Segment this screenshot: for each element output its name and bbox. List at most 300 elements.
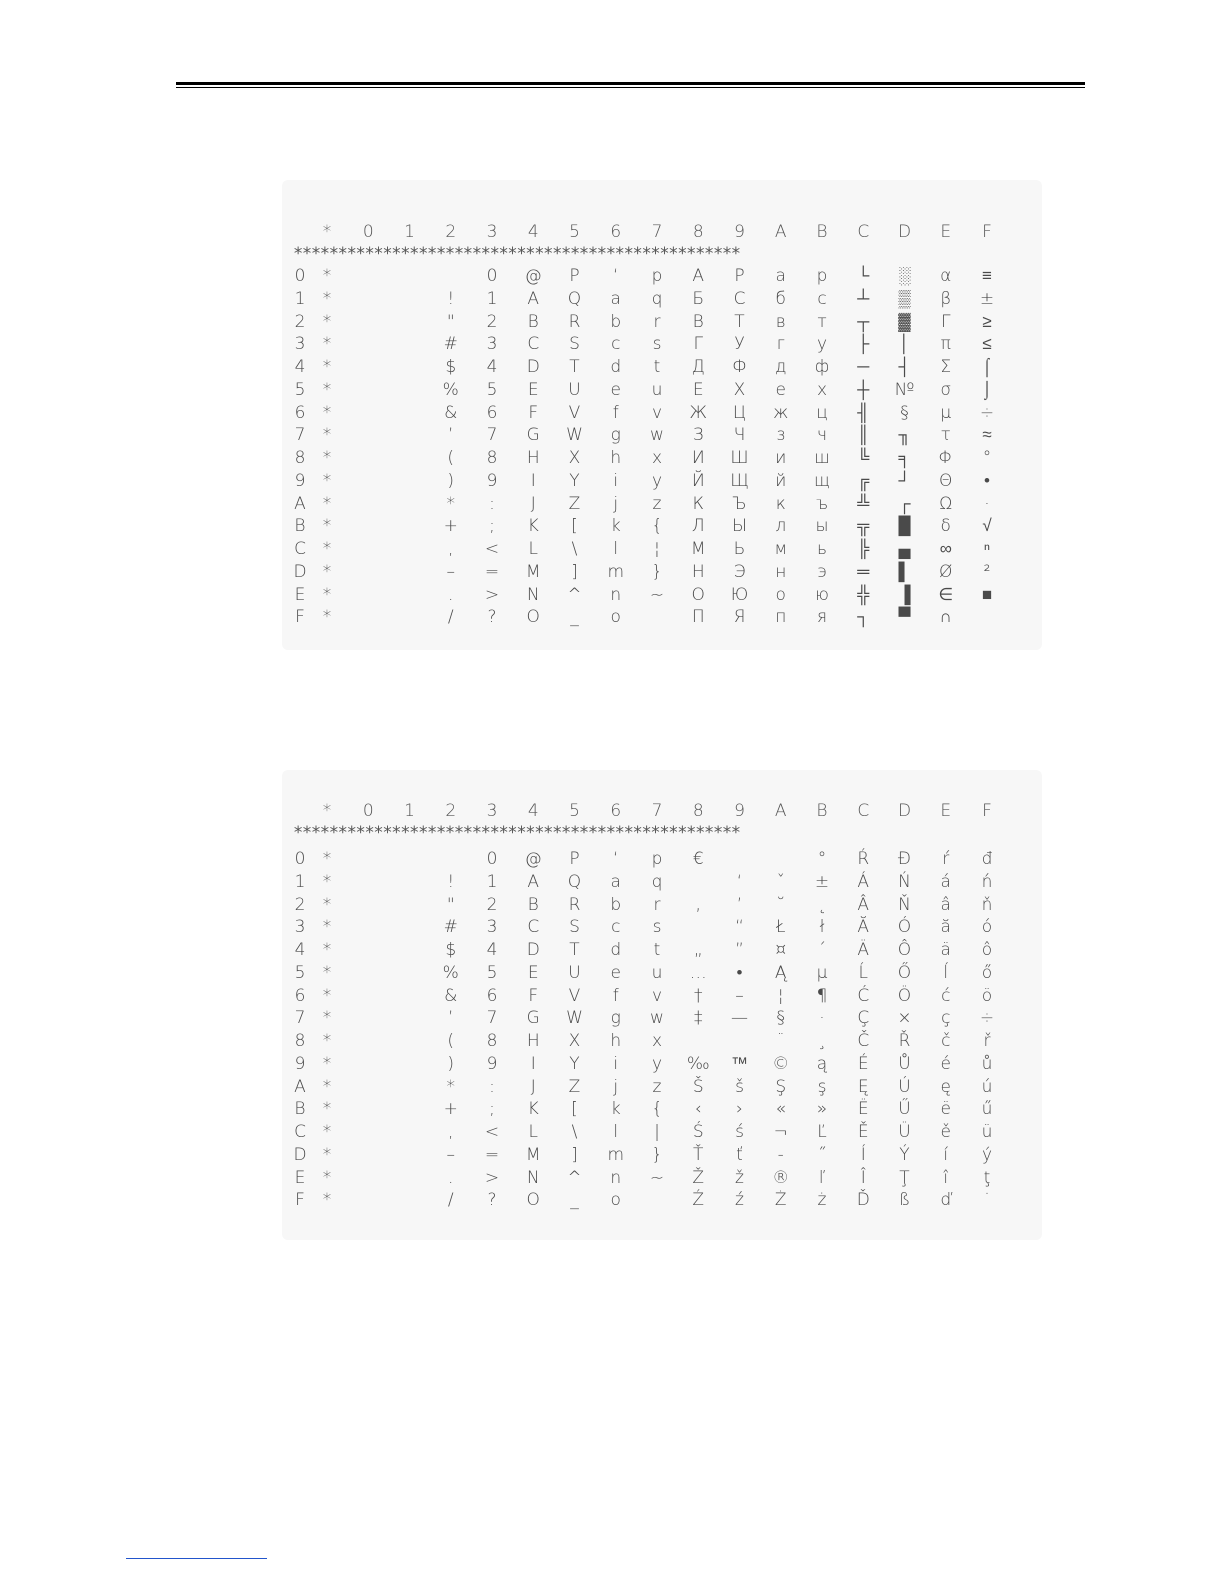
table-cell: ˇ [776,871,785,892]
table-cell: e [610,962,621,983]
table-cell: @ [524,266,542,286]
table-cell: + [443,516,458,537]
table-cell: é [940,1053,951,1074]
table-cell: * [322,266,332,286]
table-cell: Ц [732,402,747,423]
table-cell: ’ [448,1008,454,1029]
table-cell: ═ [857,561,870,582]
table-cell: w [650,1008,664,1029]
table-cell: Γ [941,311,951,332]
table-cell: й [775,470,787,491]
table-cell: а [775,266,786,286]
column-header: * [322,222,332,242]
table-cell: ° [982,448,992,468]
table-cell: Θ [939,470,953,491]
asterisk-separator: ************************************************** [293,245,740,263]
table-cell: g [610,425,621,446]
column-header: 3 [486,801,498,821]
column-header: 8 [692,801,704,821]
table-cell: ú [981,1076,993,1097]
table-cell: • [736,962,743,983]
table-cell: W [566,425,583,446]
table-cell: m [607,561,625,582]
table-cell: o [610,607,621,628]
table-cell: 7 [486,425,498,446]
row-label: E [294,584,306,605]
table-cell: ¸ [817,1031,827,1051]
table-cell: М [690,539,706,559]
table-cell: π [940,334,951,355]
table-cell: ╚ [857,448,870,468]
table-cell: 0 [486,849,498,869]
table-cell: └ [857,266,870,286]
table-cell: R [568,311,581,332]
table-cell: 5 [486,962,498,983]
table-cell: Ω [939,493,953,514]
table-cell: ˘ [776,894,785,915]
table-cell: q [651,288,663,309]
table-cell: Σ [940,357,952,377]
table-cell: х [816,379,828,400]
table-cell: ║ [857,425,870,446]
row-label: 3 [294,917,306,938]
table-cell: € [692,849,704,869]
row-label: 1 [294,288,306,309]
table-cell: 8 [486,448,498,468]
table-cell: » [816,1099,828,1120]
table-cell: ë [940,1099,951,1120]
table-cell: ď [940,1190,952,1211]
table-cell: I [530,470,536,491]
table-cell: ┼ [857,379,870,400]
table-cell: – [446,1144,455,1165]
table-cell: Š [692,1076,704,1097]
table-cell: Ó [897,917,912,938]
table-cell: Ş [775,1076,787,1097]
column-header: E [940,801,952,821]
table-cell: ¬ [773,1122,788,1142]
table-cell: # [443,917,458,938]
table-cell: ™ [731,1053,748,1074]
table-cell: * [322,849,332,869]
table-cell: 3 [486,917,498,938]
table-cell: е [775,379,786,400]
table-cell: o [610,1190,621,1211]
table-cell: Ź [692,1190,705,1211]
table-cell: — [731,1008,748,1029]
table-cell: в [775,311,786,332]
table-cell: * [322,516,332,537]
table-cell: д [774,357,787,377]
row-label: A [294,493,306,514]
table-cell: Е [692,379,704,400]
table-cell: ≤ [982,334,992,355]
table-cell: В [692,311,704,332]
row-label: C [294,1122,306,1142]
table-cell: - [777,1144,784,1165]
table-cell: ű [981,1099,993,1120]
table-cell: Х [733,379,746,400]
column-header: 1 [404,801,415,821]
table-cell: * [446,493,455,514]
table-cell: Ă [857,917,870,938]
table-cell: ÷ [979,402,995,423]
table-cell: W [566,1008,583,1029]
table-cell: * [322,288,332,309]
table-cell: 7 [486,1008,498,1029]
table-cell: Ř [898,1031,911,1051]
table-cell: ¨ [776,1031,785,1051]
table-cell: · [984,493,990,514]
table-cell: ž [735,1167,744,1188]
table-cell: Y [569,1053,580,1074]
table-cell: " [446,894,455,915]
table-cell: 9 [486,1053,498,1074]
row-label: E [294,1167,306,1188]
table-cell: Ъ [732,493,747,514]
table-cell: & [444,402,458,423]
column-header: B [816,222,828,242]
table-cell: ╩ [857,493,870,514]
table-cell: Ń [898,871,911,892]
table-cell: Ć [857,985,870,1006]
table-cell: 6 [486,985,498,1006]
table-cell: . [448,584,454,605]
table-cell: Д [691,357,705,377]
table-cell: & [444,985,458,1006]
table-cell: 1 [486,288,498,309]
table-cell: Г [693,334,703,355]
table-cell: ˛ [817,894,827,915]
table-cell: R [568,894,581,915]
table-cell: ‚ [695,894,701,915]
table-cell: $ [445,940,457,960]
table-cell: ) [447,470,455,491]
table-cell: % [442,962,459,983]
table-cell: Í [860,1144,866,1165]
table-cell: Ç [857,1008,870,1029]
table-cell: г [776,334,785,355]
table-cell: v [651,985,663,1006]
table-cell: ŕ [942,849,950,869]
table-cell: ň [981,894,993,915]
table-cell: * [322,493,332,514]
table-cell: Б [692,288,705,309]
table-cell: A [527,288,540,309]
table-cell: z [652,1076,662,1097]
table-cell: n [610,584,622,605]
table-cell: · [819,1008,825,1029]
table-cell: ∈ [938,584,954,605]
column-header: 2 [445,222,457,242]
table-cell: ~ [649,1167,665,1188]
table-cell: * [322,425,332,446]
table-cell: ш [814,448,830,468]
table-cell: c [611,917,621,938]
table-cell: } [651,561,663,582]
table-cell: ę [940,1076,951,1097]
row-label: 4 [294,357,306,377]
table-cell: ╠ [857,539,870,559]
table-cell: н [775,561,787,582]
table-cell: Ż [774,1190,787,1211]
table-cell: | [654,1122,660,1142]
table-cell: ┤ [898,357,911,377]
table-cell: Ž [692,1167,705,1188]
table-cell: ^ [567,584,582,605]
table-cell: ж [773,402,789,423]
row-label: B [294,1099,306,1120]
table-cell: r [653,894,661,915]
table-cell: ¶ [816,985,828,1006]
table-cell: ů [981,1053,993,1074]
table-cell: Ţ [899,1167,910,1188]
table-cell: ⌠ [981,357,993,377]
table-cell: 9 [486,470,498,491]
footer-link-underline [126,1558,267,1559]
table-cell: П [691,607,705,628]
table-cell: T [569,357,580,377]
table-cell: P [569,266,580,286]
table-cell: = [484,1144,500,1165]
table-cell: ľ [818,1167,826,1188]
column-header: * [322,801,332,821]
table-cell: d [610,357,622,377]
table-cell: ż [817,1190,827,1211]
table-cell: ’ [448,425,454,446]
table-cell: ┘ [898,470,911,491]
table-cell: e [610,379,621,400]
table-cell: τ [940,425,951,446]
table-cell: Z [568,1076,581,1097]
table-cell: d [610,940,622,960]
table-cell: * [322,470,332,491]
table-cell: u [651,962,663,983]
table-cell: i [613,470,619,491]
table-cell: ~ [649,584,665,605]
table-cell: h [610,1031,622,1051]
row-label: 2 [294,894,306,915]
table-cell: ř [983,1031,991,1051]
table-cell: . [448,1167,454,1188]
table-cell: C [527,917,540,938]
table-cell: x [651,1031,663,1051]
table-cell: j [613,493,619,514]
table-cell: * [322,357,332,377]
table-cell: ! [447,871,455,892]
row-label: 6 [294,985,306,1006]
table-cell: ¤ [775,940,787,960]
row-label: 5 [294,962,306,983]
table-cell: № [894,379,915,400]
table-cell: * [322,1190,332,1211]
table-cell: – [735,985,744,1006]
table-cell: “ [735,917,744,938]
table-cell: ) [447,1053,455,1074]
table-cell: Ű [898,1099,911,1120]
table-cell: Ň [898,894,911,915]
table-cell: v [651,402,663,423]
table-cell: ç [941,1008,951,1029]
table-cell: X [568,1031,581,1051]
table-cell: N [526,1167,540,1188]
table-cell: ‘ [736,871,743,892]
table-cell: ( [447,448,455,468]
table-cell: y [651,470,663,491]
table-cell: µ [940,402,952,423]
table-cell: Ľ [817,1122,827,1142]
table-cell: C [527,334,540,355]
table-cell: Л [691,516,705,537]
row-label: 7 [294,425,306,446]
table-cell: Т [734,311,745,332]
table-cell: ’ [736,894,743,915]
column-header: 5 [569,801,580,821]
table-cell: < [484,539,500,559]
table-cell: % [442,379,459,400]
table-cell: ‘ [613,266,619,286]
table-cell: Ю [730,584,749,605]
table-cell: y [651,1053,663,1074]
column-header: B [816,801,828,821]
table-cell: > [484,584,500,605]
table-cell: б [775,288,786,309]
table-cell: a [610,288,621,309]
table-cell: з [776,425,786,446]
table-cell: Â [857,894,870,915]
table-cell: j [613,1076,619,1097]
table-cell: © [772,1053,790,1074]
table-cell: Ď [856,1190,870,1211]
table-cell: ≈ [982,425,992,446]
table-cell: * [322,1144,332,1165]
table-cell: • [984,470,990,491]
table-cell: β [940,288,952,309]
table-cell: Đ [897,849,912,869]
table-cell: ц [816,402,828,423]
row-label: 4 [294,940,306,960]
table-cell: F [528,985,539,1006]
table-cell: t [653,940,661,960]
table-cell: O [526,607,540,628]
table-cell: ă [940,917,951,938]
table-cell: č [941,1031,951,1051]
table-cell: ▄ [898,539,911,559]
table-cell: µ [816,962,828,983]
table-cell: Î [860,1167,866,1188]
table-cell: * [322,985,332,1006]
table-cell: k [610,516,621,537]
table-cell: ‰ [686,1053,710,1074]
table-cell: w [650,425,664,446]
table-cell: U [568,962,581,983]
table-cell: „ [693,940,703,960]
table-cell: I [530,1053,536,1074]
table-cell: δ [940,516,951,537]
table-cell: t [653,357,661,377]
table-cell: ╔ [857,470,870,491]
table-cell: § [776,1008,785,1029]
table-cell: я [816,607,828,628]
table-cell: ▌ [898,561,911,582]
table-cell: P [569,849,580,869]
table-cell: А [692,266,705,286]
table-cell: § [900,402,909,423]
table-cell: } [651,1144,663,1165]
table-cell: ь [816,539,828,559]
table-cell: Ť [693,1144,704,1165]
table-cell: * [322,894,332,915]
table-cell: H [526,448,540,468]
table-cell: x [651,448,663,468]
table-cell: * [322,1053,332,1074]
table-cell: и [775,448,787,468]
table-cell: @ [524,849,542,869]
table-cell: r [653,311,661,332]
column-header: 1 [404,222,415,242]
table-cell: _ [570,1190,579,1211]
table-cell: p [651,266,663,286]
table-cell: Ú [898,1076,911,1097]
table-cell: * [322,1076,332,1097]
table-cell: ю [815,584,829,605]
table-cell: ? [487,607,497,628]
table-cell: ± [814,871,830,892]
table-cell: ÷ [979,1008,995,1029]
table-cell: Ь [733,539,746,559]
table-cell: О [691,584,705,605]
table-cell: * [322,940,332,960]
row-label: 9 [294,470,306,491]
table-cell: * [322,334,332,355]
row-label: F [295,607,305,628]
table-cell: á [940,871,951,892]
table-cell: S [569,917,580,938]
column-header: 7 [651,222,663,242]
table-cell: ş [817,1076,827,1097]
table-cell: ü [981,1122,993,1142]
table-cell: z [652,493,662,514]
column-header: 9 [734,222,745,242]
table-cell: к [775,493,786,514]
row-label: 8 [294,448,306,468]
table-cell: ® [772,1167,790,1188]
table-cell: Ä [857,940,870,960]
table-cell: M [525,561,541,582]
table-cell: Р [734,266,745,286]
table-cell: * [322,539,332,559]
table-cell: 3 [486,334,498,355]
table-cell: Ý [899,1144,910,1165]
column-header: C [857,801,870,821]
table-cell: c [611,334,621,355]
table-cell: : [489,1076,495,1097]
table-cell: * [322,871,332,892]
table-cell: × [897,1008,912,1029]
asterisk-separator: ************************************************** [293,824,740,842]
table-cell: ▓ [898,311,911,332]
table-cell: h [610,448,622,468]
column-header: A [774,222,787,242]
table-cell: ˙ [982,1190,992,1211]
table-cell: V [568,985,581,1006]
table-cell: m [607,1144,625,1165]
table-cell: l [613,1122,619,1142]
table-cell: › [736,1099,743,1120]
table-cell: … [689,962,707,983]
table-cell: ≥ [982,311,992,332]
table-cell: f [612,402,619,423]
